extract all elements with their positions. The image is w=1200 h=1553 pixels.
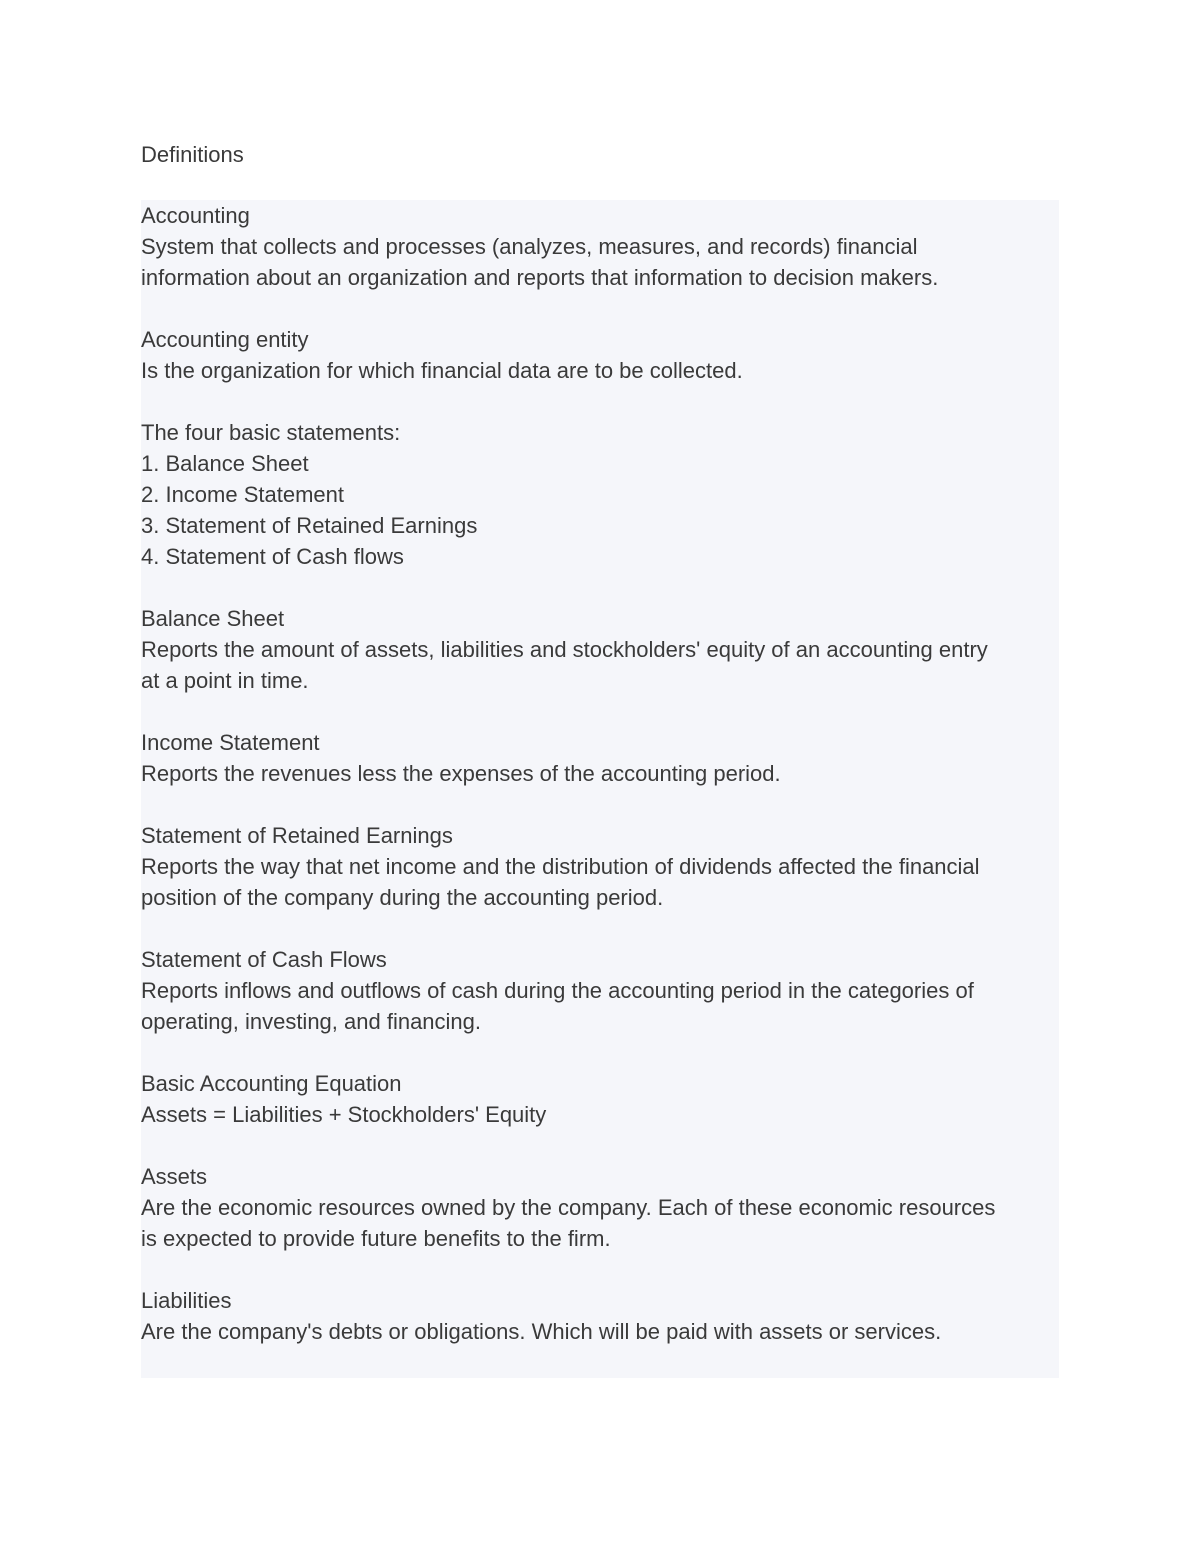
definition-text: Are the company's debts or obligations. Which will be paid with assets or services. xyxy=(141,1319,942,1344)
spacer xyxy=(141,293,1059,324)
definition-text: Is the organization for which financial data are to be collected. xyxy=(141,358,743,383)
definition-text: Reports the revenues less the expenses of the accounting period. xyxy=(141,761,781,786)
definition-text: position of the company during the accounting period. xyxy=(141,885,664,910)
definition-cash-flows xyxy=(141,944,1059,1068)
definitions-block xyxy=(141,200,1059,1378)
list-item: 3. Statement of Retained Earnings xyxy=(141,513,478,538)
definition-text: operating, investing, and financing. xyxy=(141,1009,482,1034)
definition-text: is expected to provide future benefits to the firm. xyxy=(141,1226,611,1251)
spacer xyxy=(141,1037,1059,1068)
definition-text: Assets = Liabilities + Stockholders' Equity xyxy=(141,1102,547,1127)
four-basic-statements xyxy=(141,417,1059,603)
definition-text: at a point in time. xyxy=(141,668,309,693)
list-item: 2. Income Statement xyxy=(141,482,344,507)
list-item: 4. Statement of Cash flows xyxy=(141,544,404,569)
definition-text: information about an organization and reports that information to decision makers. xyxy=(141,265,939,290)
definition-text: Reports inflows and outflows of cash during the accounting period in the categories of xyxy=(141,978,974,1003)
term-heading: Basic Accounting Equation xyxy=(141,1071,402,1096)
term-heading: The four basic statements: xyxy=(141,420,401,445)
page-title: Definitions xyxy=(141,142,244,167)
term-heading: Balance Sheet xyxy=(141,606,285,631)
term-heading: Accounting xyxy=(141,203,250,228)
definition-balance-sheet xyxy=(141,603,1059,727)
definition-income-statement xyxy=(141,727,1059,820)
definition-text: Reports the way that net income and the distribution of dividends affected the financial xyxy=(141,854,980,879)
definition-accounting-equation xyxy=(141,1068,1059,1161)
spacer xyxy=(141,696,1059,727)
definition-assets xyxy=(141,1161,1059,1285)
term-heading: Income Statement xyxy=(141,730,320,755)
spacer xyxy=(141,1254,1059,1285)
definition-text: Reports the amount of assets, liabilities and stockholders' equity of an accounting entry xyxy=(141,637,988,662)
spacer xyxy=(141,789,1059,820)
definition-accounting-entity xyxy=(141,324,1059,417)
term-heading: Statement of Retained Earnings xyxy=(141,823,453,848)
definition-text: System that collects and processes (analyzes, measures, and records) financial xyxy=(141,234,918,259)
term-heading: Assets xyxy=(141,1164,208,1189)
term-heading: Statement of Cash Flows xyxy=(141,947,387,972)
spacer xyxy=(141,386,1059,417)
definition-liabilities xyxy=(141,1285,1059,1347)
term-heading: Liabilities xyxy=(141,1288,232,1313)
spacer xyxy=(141,572,1059,603)
definition-retained-earnings xyxy=(141,820,1059,944)
definition-text: Are the economic resources owned by the company. Each of these economic resources xyxy=(141,1195,996,1220)
definition-accounting xyxy=(141,200,1059,324)
list-item: 1. Balance Sheet xyxy=(141,451,309,476)
spacer xyxy=(141,1130,1059,1161)
term-heading: Accounting entity xyxy=(141,327,309,352)
spacer xyxy=(141,913,1059,944)
